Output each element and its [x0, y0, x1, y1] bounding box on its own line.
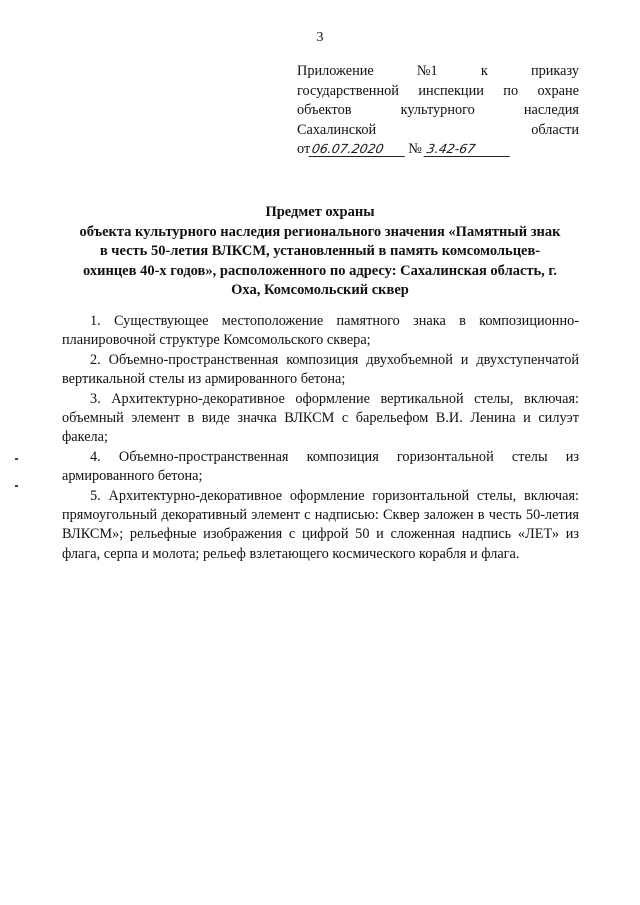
appendix-word: №1 [416, 63, 438, 79]
appendix-word: объектов [297, 102, 352, 118]
title-heading: Предмет охраны [265, 204, 375, 220]
appendix-word: области [531, 121, 579, 138]
list-item: 4. Объемно-пространственная композиция горизонтальной стелы из армированного бетона; [62, 448, 579, 485]
scan-speck [15, 458, 18, 460]
page-number: 3 [316, 30, 324, 45]
title-line: охинцев 40-х годов», расположенного по адресу: Сахалинская область, г. [82, 262, 558, 279]
appendix-word: приказу [530, 63, 579, 79]
appendix-word: по [503, 82, 519, 99]
appendix-word: Сахалинской [297, 121, 377, 138]
list-item: 5. Архитектурно-декоративное оформление горизонтальной стелы, включая: прямоугольный декоративный элемент с надписью: Сквер заложен в честь 50-летия ВЛКСМ»; рельефные изображения с цифрой 50 и сложенная надпись «ЛЕТ» из флага, серпа и молота; рельеф взлетающего космического корабля и флага. [62, 487, 579, 562]
date-prefix: от [297, 141, 311, 157]
list-item: 1. Существующее местоположение памятного знака в композиционно-планировочной структуре Комсомольского сквера; [62, 313, 579, 349]
appendix-word: охране [537, 82, 579, 99]
appendix-header [297, 62, 579, 160]
handwritten-number: 3.42-67 [423, 141, 512, 157]
appendix-word: государственной [297, 82, 399, 99]
appendix-word: наследия [523, 102, 579, 118]
appendix-word: к [480, 63, 488, 79]
appendix-line-1 [297, 62, 579, 82]
appendix-word: инспекции [418, 82, 484, 99]
items-list [62, 312, 579, 564]
list-item: 2. Объемно-пространственная композиция двухобъемной и двухступенчатой вертикальной стелы из армированного бетона; [62, 351, 579, 388]
appendix-word: культурного [400, 102, 475, 118]
scan-speck [15, 485, 18, 487]
number-prefix: № [408, 141, 422, 157]
list-item: 3. Архитектурно-декоративное оформление вертикальной стелы, включая: объемный элемент в виде значка ВЛКСМ с барельефом В.И. Ленина и силуэт факела; [62, 390, 579, 446]
appendix-line-3 [297, 101, 579, 121]
title-line: объекта культурного наследия регионального значения «Памятный знак [79, 224, 561, 241]
handwritten-date: 06.07.2020 [309, 141, 408, 157]
title-line: Оха, Комсомольский сквер [231, 281, 409, 298]
document-title [56, 203, 584, 300]
appendix-line-2 [297, 82, 579, 102]
appendix-word: Приложение [297, 63, 374, 79]
appendix-date-line [297, 140, 579, 160]
title-line: в честь 50-летия ВЛКСМ, установленный в память комсомольцев- [99, 243, 541, 260]
appendix-line-4 [297, 121, 579, 141]
